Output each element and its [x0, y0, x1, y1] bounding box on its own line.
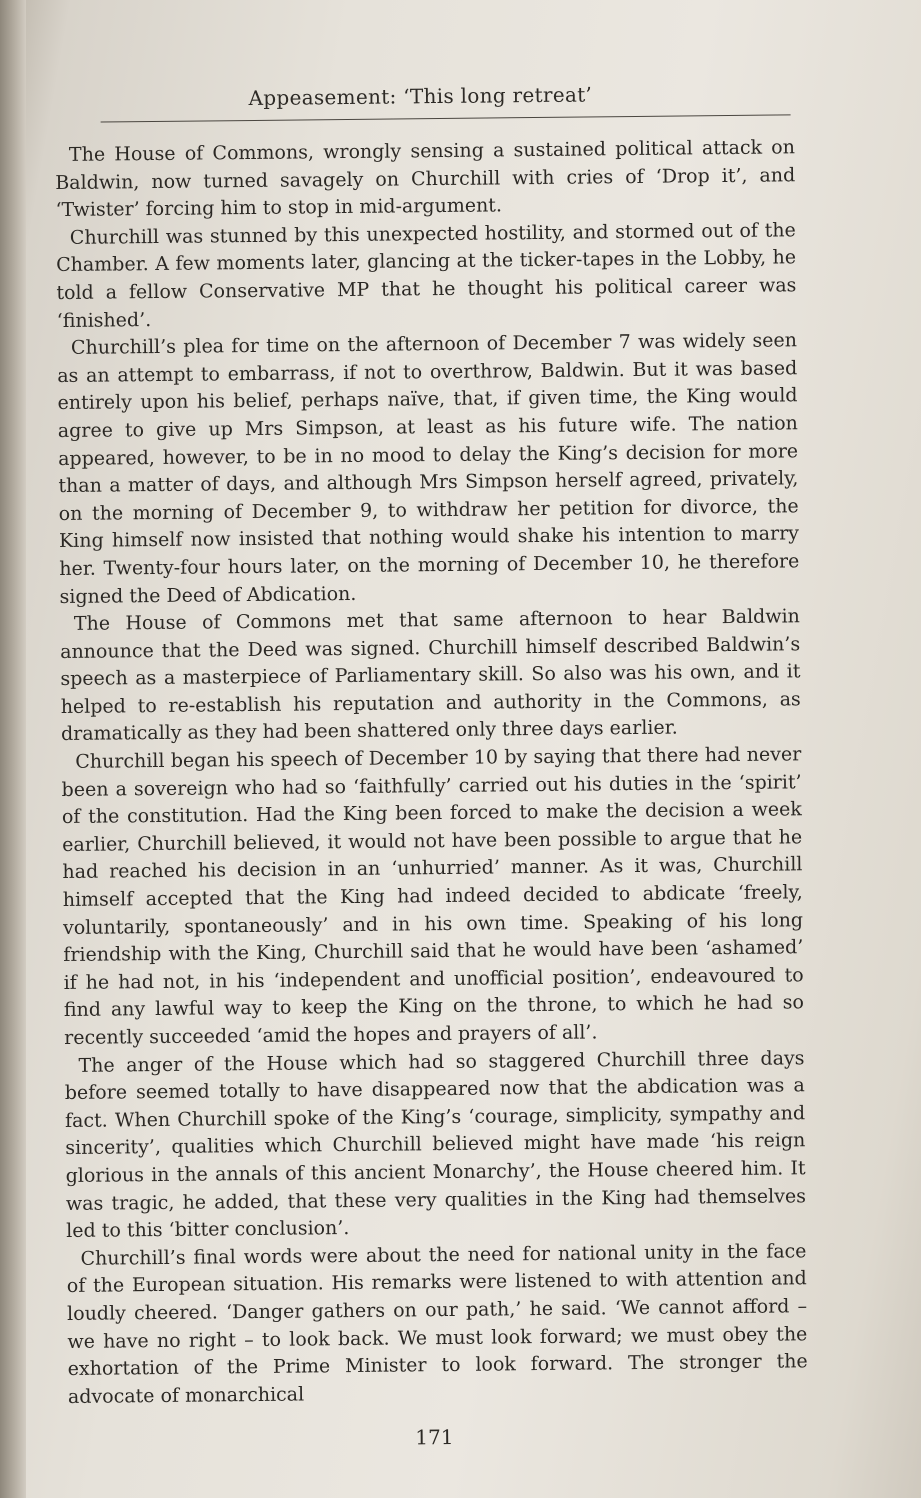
paragraph-3: Churchill’s plea for time on the afternoon of December 7 was widely seen as an attempt to embarrass, if not to overthrow, Baldwin. But it was based entirely upon his belief, perhaps naïve, that, if given time, the King would agree to give up Mrs Simpson, at least as his future wife. The nation appeared, however, to be in no mood to delay the King’s decision for more than a matter of days, and although Mrs Simpson herself agreed, privately, on the morning of December 9, to withdraw her petition for divorce, the King himself now insisted that nothing would shake his intention to marry her. Twenty-four hours later, on the morning of December 10, he therefore signed the Deed of Abdication. [57, 329, 800, 608]
body-text [55, 134, 808, 1411]
paragraph-7: Churchill’s final words were about the need for national unity in the face of the European situation. His remarks were listened to with attention and loudly cheered. ‘Danger gathers on our path,’ he said. ‘We cannot afford – we have no right – to look back. We must look forward; we must obey the exhortation of the Prime Minister to look forward. The stronger the advocate of monarchical [66, 1239, 808, 1408]
paragraph-5: Churchill began his speech of December 10 by saying that there had never been a sovereign who had so ‘faithfully’ carried out his duties in the ‘spirit’ of the constitution. Had the King been forced to make the decision a week earlier, Churchill believed, it would not have been possible to argue that he had reached his decision in an ‘unhurried’ manner. As it was, Churchill himself accepted that the King had indeed decided to abdicate ‘freely, voluntarily, spontaneously’ and in his own time. Speaking of his long friendship with the King, Churchill said that he would have been ‘ashamed’ if he had not, in his ‘independent and unofficial position’, endeavoured to find any lawful way to keep the King on the throne, to which he had so recently succeeded ‘amid the hopes and prayers of all’. [61, 743, 805, 1049]
book-page [40, 56, 855, 1484]
paragraph-4: The House of Commons met that same afternoon to hear Baldwin announce that the Deed was signed. Churchill himself described Baldwin’s speech as a masterpiece of Parliamentary skill. So also was his own, and it helped to re-establish his reputation and authority in the Commons, as dramatically as they had been shattered only three days earlier. [60, 605, 801, 746]
paragraph-6: The anger of the House which had so staggered Churchill three days before seemed totally to have disappeared now that the abdication was a fact. When Churchill spoke of the King’s ‘courage, simplicity, sympathy and sincerity’, qualities which Churchill believed might have made ‘his reign glorious in the annals of this ancient Monarchy’, the House cheered him. It was tragic, he added, that these very qualities in the King had themselves led to this ‘bitter conclusion’. [64, 1046, 807, 1243]
running-head: Appeasement: ‘This long retreat’ [248, 82, 593, 111]
header-rule [101, 114, 791, 122]
book-gutter [0, 0, 26, 1498]
paragraph-2: Churchill was stunned by this unexpected hostility, and stormed out of the Chamber. A few moments later, glancing at the ticker-tapes in the Lobby, he told a fellow Conservative MP that he thought his political career was ‘finished’. [56, 219, 797, 332]
paragraph-1: The House of Commons, wrongly sensing a sustained political attack on Baldwin, now turned savagely on Churchill with cries of ‘Drop it’, and ‘Twister’ forcing him to stop in mid-argument. [55, 136, 796, 222]
page-number: 171 [415, 1424, 454, 1450]
